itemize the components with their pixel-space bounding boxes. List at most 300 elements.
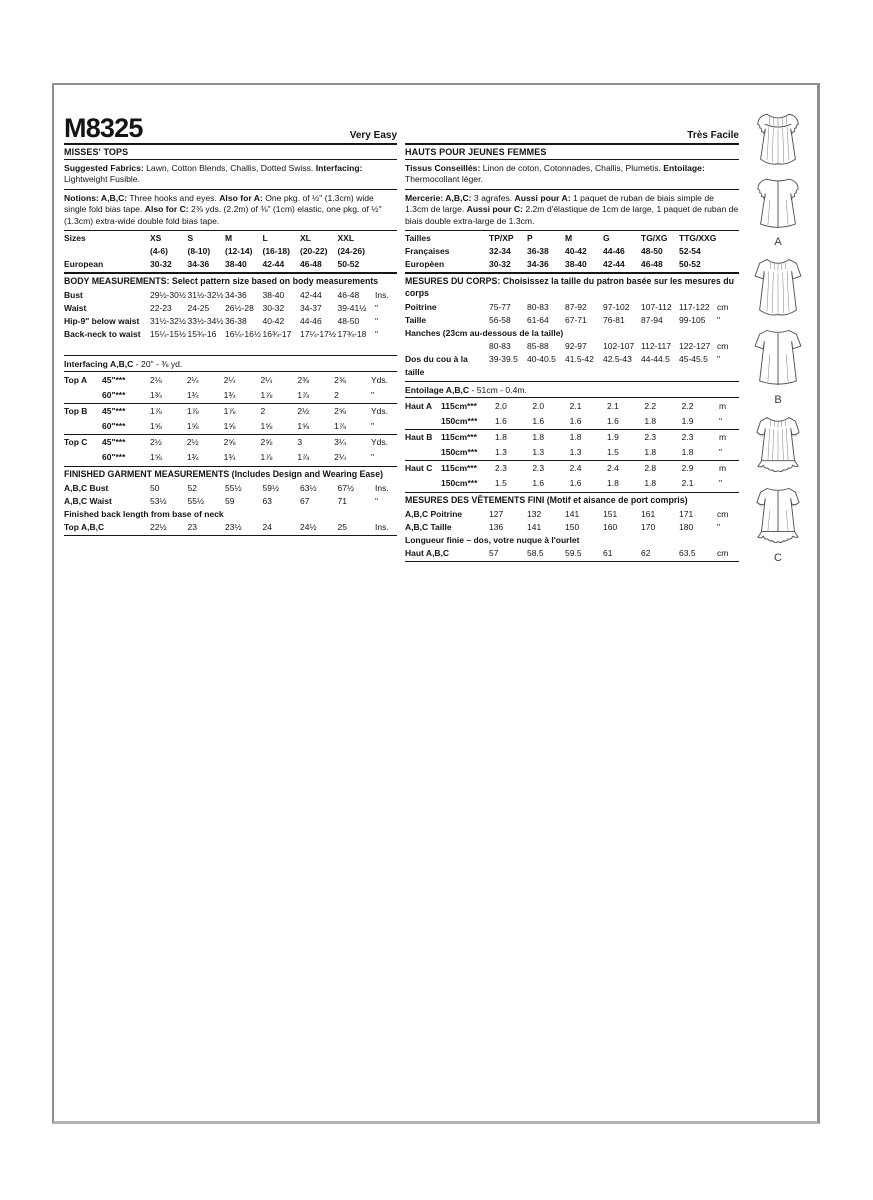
table-cell: " [375,329,379,340]
view-c-label: C [774,552,782,564]
table-cell: 17¾-18 [337,329,367,340]
table-cell: 99-105 [679,315,706,326]
table-row [64,302,397,315]
table-cell: 150cm*** [441,416,478,427]
table-row [64,495,397,508]
table-cell: 44-44.5 [641,354,670,365]
table-cell: 42.5-43 [603,354,632,365]
text-segment: Thermocollant léger. [405,174,483,185]
table-cell: " [718,478,723,489]
table-row [64,521,397,534]
table-cell: 1.6 [606,416,619,427]
notions-paragraph-en [64,190,397,231]
table-cell: Françaises [405,246,450,257]
table-cell: 115cm*** [441,432,477,443]
table-cell: 2.4 [606,463,619,474]
body-measurements-heading-en: BODY MEASUREMENTS: Select pattern size based on body measurements [64,276,379,287]
pattern-envelope-page [52,83,820,1124]
table-cell: 46-48 [337,290,360,301]
table-cell: 34-37 [300,303,322,314]
table-cell: 50 [150,483,160,494]
table-cell: 62 [641,548,651,559]
difficulty-label-fr: Très Facile [687,130,739,141]
table-cell: 38-40 [262,290,285,301]
table-row [405,460,739,476]
table-cell: 112-117 [641,341,671,352]
table-cell: 30-32 [489,259,511,270]
table-cell: 2⅜ [334,375,346,386]
table-cell: m [718,463,727,474]
text-segment: Interfacing A,B,C [64,358,134,369]
table-cell: Poitrine [405,302,437,313]
table-cell: 45"*** [102,375,126,386]
body-measurements-table-en [64,288,397,342]
table-cell: Taille [405,315,427,326]
table-cell: 1⅞ [150,406,162,417]
table-cell: 1⅝ [223,421,236,432]
table-row [64,434,397,450]
table-row [64,315,397,328]
table-cell: 29½-30½ [150,290,186,301]
table-cell: 2.1 [681,478,694,489]
interfacing-note-fr [405,381,739,398]
table-row [64,373,397,388]
table-cell: 31½-32½ [187,290,224,301]
fabrics-paragraph-en [64,160,397,190]
table-cell: 59.5 [565,548,582,559]
table-cell: " [718,416,723,427]
english-header [64,111,397,145]
table-row [405,445,739,460]
yardage-table-fr [405,398,739,493]
table-cell: 38-40 [565,259,587,270]
table-cell: Ins. [375,483,389,494]
interfacing-note-en [64,355,397,372]
table-cell: 2½ [297,406,310,417]
table-row [405,301,739,314]
table-cell: 1.8 [495,432,507,443]
text-segment: 2.2m d'élastique de 1cm de large, 1 paquet de ruban de biais double extra-large de 1.3cm. [405,204,739,226]
table-cell: 80-83 [527,302,549,313]
table-cell: 23½ [225,522,242,533]
table-cell: A,B,C Poitrine [405,509,463,520]
table-cell: P [527,233,533,244]
table-cell: 60"*** [102,421,126,432]
table-cell: 150 [565,522,580,533]
table-cell: 52 [187,483,197,494]
table-row [405,232,739,245]
table-row [405,414,739,429]
table-cell: 2.0 [495,401,507,412]
table-cell: 1.3 [495,447,507,458]
table-cell: 141 [527,522,542,533]
table-row [405,327,739,340]
table-cell: Ins. [375,522,389,533]
table-cell: 2.2 [644,401,657,412]
table-cell: 48-50 [641,246,663,257]
table-cell: (8-10) [187,246,211,257]
title-fr: HAUTS POUR JEUNES FEMMES [405,145,739,160]
table-cell: Longueur finie – dos, votre nuque à l'ourlet [405,535,580,546]
table-cell: L [262,233,268,244]
table-cell: 59½ [262,483,280,494]
table-cell: 1¾ [186,390,199,401]
table-row [64,328,397,341]
table-cell: 2.1 [569,401,582,412]
table-cell: 15¾-16 [187,329,217,340]
table-cell: European [64,259,104,270]
table-cell: S [187,233,194,244]
table-cell: Hip-9" below waist [64,316,140,327]
table-cell: 1.6 [569,416,582,427]
table-cell: Waist [64,303,87,314]
table-cell: XXL [337,233,355,244]
table-cell: Europèen [405,259,445,270]
table-cell: 2.1 [606,401,619,412]
table-cell: 67 [300,496,310,507]
table-cell: 46-48 [300,259,322,270]
table-row [64,289,397,302]
table-cell: 67½ [337,483,355,494]
table-cell: 40-42 [565,246,587,257]
table-cell: Yds. [370,406,388,417]
table-cell: 1.5 [606,447,619,458]
table-cell: 1⅞ [223,406,236,417]
table-cell: cm [717,509,729,520]
table-cell: 2.2 [681,401,694,412]
table-cell: 34-36 [225,290,247,301]
table-cell: 115cm*** [441,401,477,412]
table-cell: 22½ [150,522,167,533]
table-cell: 2.3 [495,463,507,474]
table-cell: 117-122 [679,302,710,313]
top-a-back-illustration [745,171,811,235]
table-cell: 1.8 [569,432,582,443]
table-cell: XL [300,233,311,244]
text-segment: Aussi pour C: [466,204,523,215]
table-cell: 76-81 [603,315,625,326]
table-cell: M [565,233,573,244]
table-cell: (12-14) [225,246,253,257]
table-cell: 61 [603,548,613,559]
body-measurements-heading-fr: MESURES DU CORPS: Choisissez la taille du patron basée sur les mesures du corps [405,276,734,299]
table-cell: 1¾ [223,390,236,401]
table-cell: A,B,C Waist [64,496,112,507]
table-cell: 23 [187,522,197,533]
pattern-number: M8325 [64,113,143,143]
table-cell: 122-127 [679,341,711,352]
table-cell: Top C [64,437,88,448]
text-segment: Notions: A,B,C: [64,192,128,203]
top-b-back-illustration [745,323,811,393]
text-segment: Also for C: [144,204,189,215]
body-measurements-table-fr [405,300,739,380]
table-cell: Haut C [405,463,433,474]
table-cell: 107-112 [641,302,672,313]
table-cell: Back-neck to waist [64,329,141,340]
table-cell: 2¼ [260,375,273,386]
table-cell: TP/XP [489,233,514,244]
table-cell: Bust [64,290,83,301]
table-cell: 2⅝ [260,437,273,448]
table-cell: 2 [334,390,339,401]
text-segment: Three hooks and eyes. [127,192,220,203]
table-cell: 161 [641,509,656,520]
table-cell: 1⅞ [260,452,273,463]
table-cell: 1.8 [644,478,657,489]
text-segment: - 51cm - 0.4m. [469,384,527,395]
table-cell: 58.5 [527,548,544,559]
table-cell: 2¼ [334,452,346,463]
table-cell: 61-64 [527,315,549,326]
table-cell: 40-40.5 [527,354,556,365]
table-cell: 2¼ [186,375,199,386]
table-cell: 59 [225,496,235,507]
table-cell: 2.9 [681,463,694,474]
text-segment: Entoilage: [663,163,705,173]
table-cell: Ins. [375,290,389,301]
table-cell: Haut A,B,C [405,548,450,559]
text-segment: 2⅜ yds. (2.2m) of ⅜" (1cm) elastic, one pkg. of ½" (1.3cm) extra-wide double fold bias tape. [64,204,382,226]
table-cell: 34-36 [187,259,210,270]
table-cell: " [370,421,375,432]
table-cell: 36-38 [527,246,549,257]
difficulty-label-en: Very Easy [349,130,397,141]
text-segment: Interfacing: [315,163,363,173]
table-cell: 1.6 [495,416,507,427]
table-cell: Sizes [64,233,86,244]
table-cell: 151 [603,509,618,520]
table-cell: 60"*** [102,452,126,463]
table-cell: 180 [679,522,694,533]
table-cell: 63 [262,496,272,507]
table-cell: 160 [603,522,618,533]
table-cell: " [717,315,721,326]
table-cell: 63½ [300,483,317,494]
text-segment: Tissus Conseillés: [405,163,481,173]
table-cell: 40-42 [262,316,285,327]
table-cell: 16¼-16½ [225,329,261,340]
table-cell: Top B [64,406,88,417]
table-cell: 2¼ [223,375,236,386]
text-segment: One pkg. of ½" (1.3cm) wide single fold bias tape. [64,192,374,215]
table-cell: 26½-28 [225,303,254,314]
table-cell: 48-50 [337,316,360,327]
table-cell: 53½ [150,496,167,507]
table-row [405,547,739,560]
table-row [405,429,739,445]
table-cell: 2⅝ [223,437,236,448]
table-row [405,476,739,491]
table-cell: 1⅞ [334,421,346,432]
table-cell: 45"*** [102,437,126,448]
table-cell: 17¼-17½ [300,329,336,340]
table-cell: 34-36 [527,259,549,270]
table-cell: Hanches (23cm au-dessous de la taille) [405,328,564,339]
sizes-table-fr [405,231,739,274]
table-cell: 24½ [300,522,317,533]
table-cell: 25 [337,522,347,533]
table-cell: 102-107 [603,341,635,352]
table-cell: 57 [489,548,499,559]
table-cell: 75-77 [489,302,511,313]
table-cell: 1.6 [569,478,582,489]
text-segment: - 20" - ⅜ yd. [133,358,183,369]
table-cell: 1.3 [532,447,545,458]
table-cell: 24-25 [187,303,210,314]
table-cell: 97-102 [603,302,630,313]
french-header [405,111,739,145]
table-cell: m [718,401,727,412]
table-row [64,258,397,271]
table-cell: 52-54 [679,246,701,257]
table-cell: cm [717,302,729,313]
table-cell: 2.4 [569,463,582,474]
table-cell: 44-46 [603,246,625,257]
table-cell: 1⅞ [297,452,310,463]
table-cell: " [375,303,379,314]
table-row [405,340,739,353]
table-cell: " [375,316,379,327]
table-cell: 30-32 [150,259,172,270]
table-row [64,403,397,419]
table-cell: 32-34 [489,246,511,257]
table-cell: 1⅞ [297,390,310,401]
table-cell: 50-52 [679,259,701,270]
table-cell: 2.3 [644,432,657,443]
table-cell: 71 [337,496,347,507]
title-en: MISSES' TOPS [64,145,397,160]
finished-garment-heading-fr: MESURES DES VÊTEMENTS FINI (Motif et aisance de port compris) [405,495,688,506]
text-segment: Lightweight Fusible. [64,174,140,185]
table-cell: 15¼-15½ [150,329,186,340]
table-row [405,353,739,379]
table-row [64,245,397,258]
table-cell: 24 [262,522,272,533]
table-cell: M [225,233,233,244]
table-cell: 2.3 [681,432,694,443]
table-cell: 1⅝ [150,452,162,463]
fabrics-paragraph-fr [405,160,739,190]
french-column [405,111,739,562]
table-cell: 1⅝ [150,421,162,432]
table-cell: Yds. [370,375,388,386]
table-row [405,508,739,521]
table-cell: (4-6) [150,246,168,257]
table-cell: (20-22) [300,246,328,257]
table-cell: 1¾ [150,390,162,401]
table-cell: 1.3 [569,447,582,458]
table-cell: Top A [64,375,88,386]
table-cell: 44-46 [300,316,322,327]
top-c-front-illustration [745,411,811,481]
table-cell: 1⅝ [297,421,310,432]
table-cell: 2⅛ [150,375,162,386]
top-c-back-illustration [745,481,811,551]
table-cell: 1⅞ [260,390,273,401]
table-cell: 92-97 [565,341,587,352]
table-cell: 1¾ [186,452,199,463]
table-cell: 39-41½ [337,303,367,314]
table-cell: Top A,B,C [64,522,105,533]
table-cell: Yds. [370,437,388,448]
table-cell: 2⅜ [297,375,310,386]
spacer [64,342,397,355]
table-cell: TG/XG [641,233,668,244]
table-cell: Dos du cou à la taille [405,354,468,378]
table-cell: 171 [679,509,694,520]
table-cell: Finished back length from base of neck [64,509,224,520]
table-cell: 80-83 [489,341,511,352]
table-cell: 1.8 [532,432,545,443]
table-row [405,521,739,534]
table-cell: Haut A [405,401,433,412]
table-cell: 1.9 [606,432,619,443]
table-cell: 16¾-17 [262,329,292,340]
table-cell: 55½ [225,483,242,494]
table-row [64,388,397,403]
text-segment: 1 paquet de ruban de biais simple de 1.3cm de large. [405,192,714,215]
table-cell: 2⅝ [334,406,346,417]
text-segment: Also for A: [219,192,263,203]
table-cell: 3 [297,437,303,448]
table-row [405,314,739,327]
text-segment: Lawn, Cotton Blends, Challis, Dotted Swiss. [143,163,316,173]
table-cell: 1.8 [606,478,619,489]
table-cell: Tailles [405,233,431,244]
table-cell: " [370,390,375,401]
table-cell: 2.3 [532,463,545,474]
table-cell: 56-58 [489,315,511,326]
table-cell: 150cm*** [441,478,478,489]
table-cell: " [717,354,721,365]
finished-garment-table-fr [405,507,739,562]
text-segment: Suggested Fabrics: [64,163,144,173]
table-cell: 45"*** [102,406,126,417]
table-cell: 1.5 [495,478,507,489]
table-cell: 22-23 [150,303,172,314]
table-row [405,534,739,547]
view-b-label: B [774,394,782,406]
table-cell: 30-32 [262,303,285,314]
finished-garment-table-en [64,481,397,536]
table-cell: G [603,233,610,244]
table-cell: 60"*** [102,390,126,401]
table-cell: TTG/XXG [679,233,717,244]
table-cell: 170 [641,522,656,533]
table-row [64,419,397,434]
text-segment: Entoilage A,B,C [405,384,470,395]
table-cell: " [370,452,375,463]
table-cell: 1⅝ [260,421,273,432]
view-a-label: A [774,236,782,248]
table-cell: 127 [489,509,504,520]
table-cell: 1.8 [644,447,657,458]
table-cell: 46-48 [641,259,663,270]
sizes-table-en [64,231,397,274]
finished-garment-heading-en: FINISHED GARMENT MEASUREMENTS (Includes Design and Wearing Ease) [64,469,384,480]
table-cell: 2½ [150,437,162,448]
table-cell: 85-88 [527,341,549,352]
table-cell: 50-52 [337,259,360,270]
table-cell: 1⅞ [186,406,199,417]
top-a-front-illustration [745,107,811,171]
table-cell: 1.8 [681,447,694,458]
table-cell: 2.8 [644,463,657,474]
table-cell: " [718,447,723,458]
table-cell: XS [150,233,162,244]
table-cell: 150cm*** [441,447,478,458]
